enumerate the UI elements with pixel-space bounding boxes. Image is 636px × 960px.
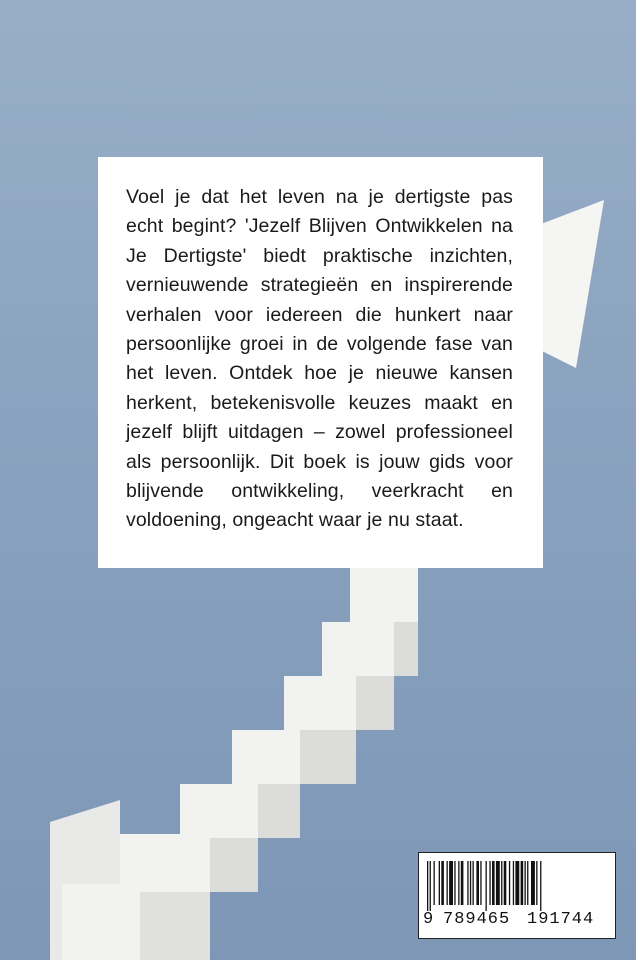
barcode-bar xyxy=(536,861,537,905)
barcode-bar xyxy=(449,861,453,905)
barcode-bar xyxy=(504,861,507,905)
stair-shadow xyxy=(258,784,300,838)
stair-shadow xyxy=(140,892,210,960)
barcode-bar xyxy=(467,861,468,905)
barcode-bar xyxy=(427,861,428,911)
barcode-bar xyxy=(492,861,495,905)
barcode-bar xyxy=(439,861,440,905)
barcode-bar xyxy=(527,861,528,905)
blurb-panel xyxy=(98,157,543,568)
barcode-bar xyxy=(454,861,455,905)
barcode-bar xyxy=(525,861,526,905)
barcode-bar xyxy=(434,861,435,905)
barcode-bar xyxy=(476,861,479,905)
barcode-bar xyxy=(540,861,541,911)
stair-shadow xyxy=(394,622,418,676)
isbn-barcode xyxy=(418,852,616,939)
barcode-bar xyxy=(521,861,524,905)
isbn-second-group: 191744 xyxy=(527,910,595,929)
stair-shadow xyxy=(210,838,258,892)
isbn-first-group: 789465 xyxy=(443,910,511,929)
stair-body xyxy=(62,568,418,960)
barcode-bar xyxy=(501,861,502,905)
barcode-bar xyxy=(496,861,500,905)
barcode-bar xyxy=(509,861,510,905)
barcode-bar xyxy=(489,861,490,905)
blurb-text: Voel je dat het leven na je dertigste pas echt begint? 'Jezelf Blijven Ontwikkelen na Je Dertigste' biedt praktische inzichten, vernieuwende strategieën en inspirerende verhalen voor iedereen die hunkert naar persoonlijke groei in de volgende fase van het leven. Ontdek hoe je nieuwe kansen herkent, betekenisvolle keuzes maakt en jezelf blijft uitdagen – zowel professioneel als persoonlijk. Dit boek is jouw gids voor blijvende ontwikkeling, veerkracht en voldoening, ongeacht waar je nu staat. xyxy=(126,186,513,532)
barcode-bar xyxy=(531,861,535,905)
barcode-bar xyxy=(430,861,431,911)
barcode-bar xyxy=(447,861,448,905)
barcode-bar xyxy=(486,861,487,911)
barcode-bar xyxy=(515,861,519,905)
barcode-bar xyxy=(473,861,474,905)
barcode-bars xyxy=(427,861,607,911)
isbn-lead-digit: 9 xyxy=(423,910,434,929)
stair-shadow xyxy=(300,730,356,784)
barcode-bar xyxy=(441,861,444,905)
barcode-bar xyxy=(480,861,481,905)
barcode-bar xyxy=(513,861,514,905)
barcode-bar xyxy=(470,861,471,905)
barcode-bar xyxy=(458,861,459,905)
stair-shadow xyxy=(356,676,394,730)
barcode-bar xyxy=(461,861,464,905)
